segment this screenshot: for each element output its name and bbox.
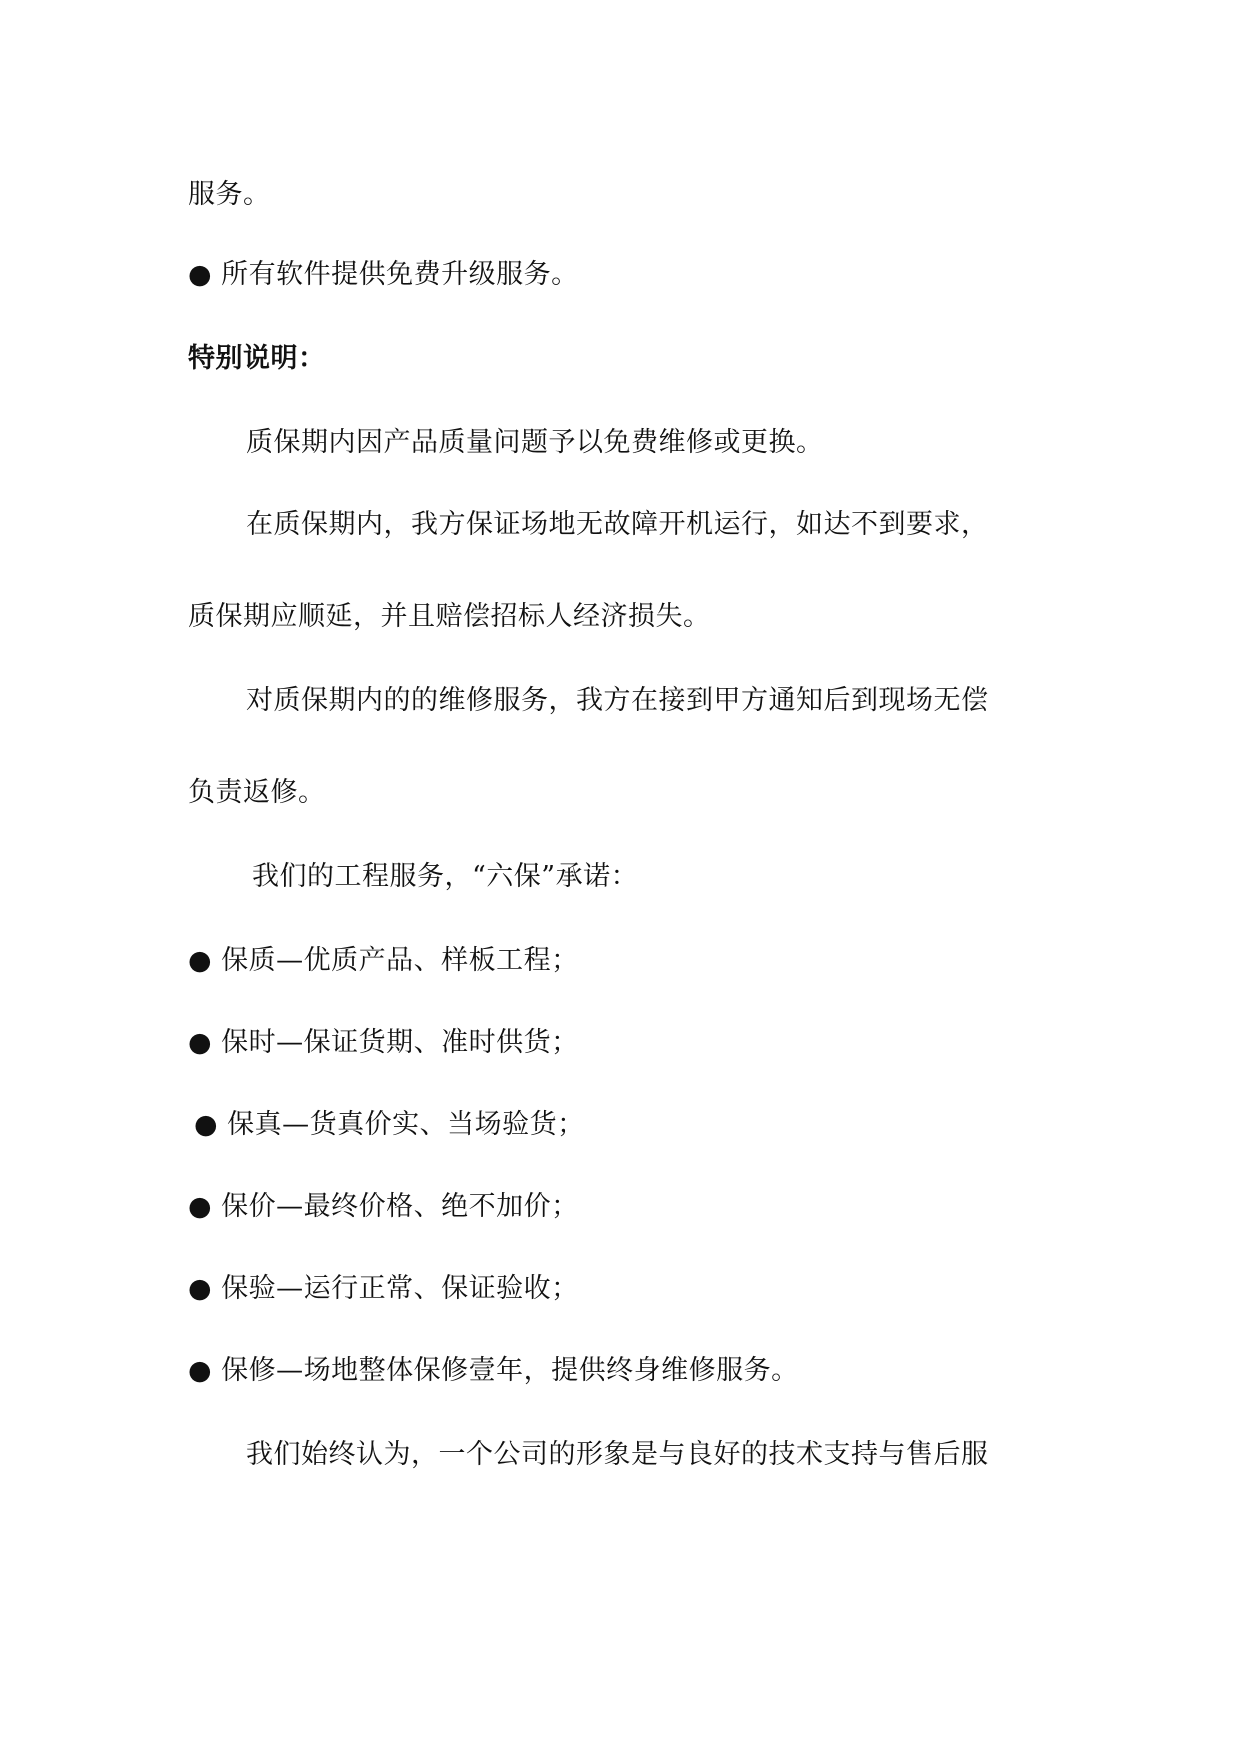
text-line-service-end: 服务。 (188, 179, 271, 210)
section-heading-special-note: 特别说明： (188, 343, 326, 374)
bullet-authenticity-guarantee: ● 保真—货真价实、当场验货； (194, 1109, 585, 1140)
bullet-time-guarantee: ● 保时—保证货期、准时供货； (188, 1027, 579, 1058)
bullet-price-guarantee: ● 保价—最终价格、绝不加价； (188, 1191, 579, 1222)
paragraph-warranty-replacement: 质保期内因产品质量问题予以免费维修或更换。 (246, 427, 824, 458)
bullet-maintenance-guarantee: ● 保修—场地整体保修壹年，提供终身维修服务。 (188, 1355, 799, 1386)
paragraph-warranty-operation: 在质保期内，我方保证场地无故障开机运行，如达不到要求， (246, 509, 989, 540)
paragraph-warranty-extension: 质保期应顺延，并且赔偿招标人经济损失。 (188, 601, 711, 632)
bullet-quality-guarantee: ● 保质—优质产品、样板工程； (188, 945, 579, 976)
bullet-software-upgrade: ● 所有软件提供免费升级服务。 (188, 259, 579, 290)
bullet-acceptance-guarantee: ● 保验—运行正常、保证验收； (188, 1273, 579, 1304)
paragraph-company-image: 我们始终认为，一个公司的形象是与良好的技术支持与售后服 (246, 1439, 989, 1470)
paragraph-repair-responsibility: 负责返修。 (188, 777, 326, 808)
paragraph-six-guarantees-intro: 我们的工程服务，“六保”承诺： (252, 861, 639, 892)
paragraph-repair-service: 对质保期内的的维修服务，我方在接到甲方通知后到现场无偿 (246, 685, 989, 716)
